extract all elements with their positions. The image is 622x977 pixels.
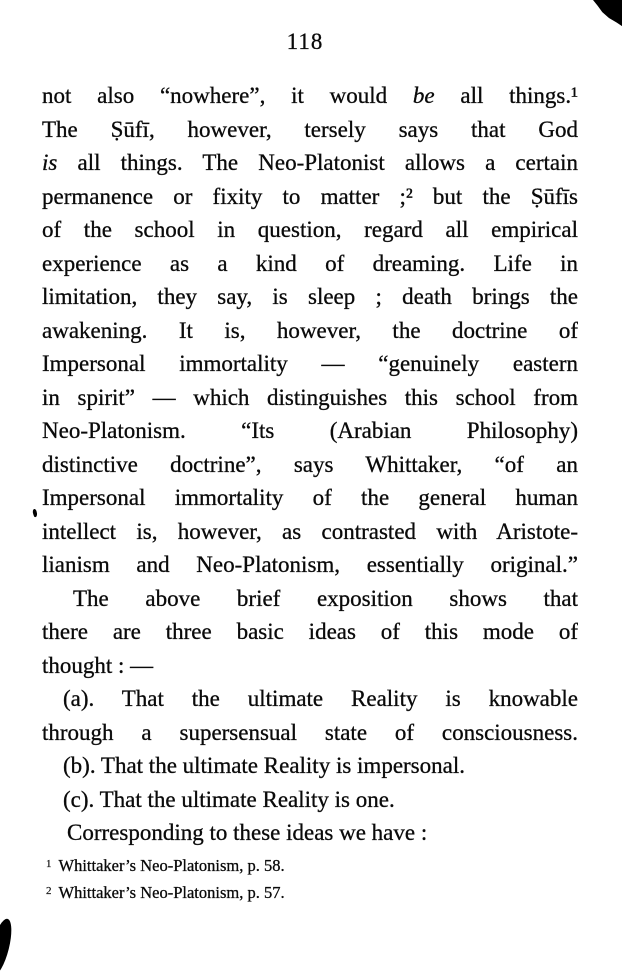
- footnote-marker: 2: [46, 885, 52, 897]
- footnote: $^2$ Whittaker’s Neo-Platonism, p. 57.: [46, 883, 285, 902]
- text-line: The above brief exposition shows that: [73, 585, 578, 611]
- text-line: Impersonal immortality — “genuinely eastern: [42, 351, 578, 376]
- body-text: [42, 79, 578, 850]
- scan-artifact-ink-blob: [0, 917, 16, 977]
- text-line: of the school in question, regard all empirical: [42, 217, 578, 242]
- text-line: in spirit” — which distinguishes this school from: [42, 384, 578, 410]
- text-line: not also “nowhere”, it would be all things.¹: [42, 83, 578, 108]
- scan-artifact-stray-mark: [32, 509, 38, 518]
- footnote-marker: 1: [46, 858, 52, 870]
- text-line: lianism and Neo-Platonism, essentially original.”: [42, 552, 578, 577]
- text-line: Neo-Platonism. “Its (Arabian Philosophy): [42, 418, 578, 443]
- text-line: (a). That the ultimate Reality is knowable: [63, 686, 578, 711]
- text-line: intellect is, however, as contrasted with Aristote-: [42, 518, 578, 544]
- text-line: The Ṣūfī, however, tersely says that God: [42, 116, 578, 142]
- text-line: (b). That the ultimate Reality is impersonal.: [63, 753, 465, 778]
- text-line: is all things. The Neo-Platonist allows a certain: [42, 150, 578, 175]
- page-number: 118: [286, 29, 324, 54]
- text-line: Corresponding to these ideas we have :: [67, 820, 428, 845]
- footnote: $^1$ Whittaker’s Neo-Platonism, p. 58.: [46, 856, 285, 875]
- text-line: (c). That the ultimate Reality is one.: [63, 786, 395, 812]
- text-line: limitation, they say, is sleep ; death brings the: [42, 284, 578, 309]
- text-line: Impersonal immortality of the general human: [42, 485, 578, 510]
- footnotes: [46, 851, 578, 905]
- text-line: experience as a kind of dreaming. Life in: [42, 250, 578, 276]
- text-line: thought : —: [42, 652, 154, 678]
- text-line: through a supersensual state of consciousness.: [42, 719, 578, 745]
- text-line: permanence or fixity to matter ;² but the Ṣūfīs: [42, 183, 578, 209]
- text-line: awakening. It is, however, the doctrine of: [42, 317, 578, 343]
- text-line: distinctive doctrine”, says Whittaker, “of an: [42, 451, 578, 477]
- text-line: there are three basic ideas of this mode of: [42, 619, 578, 644]
- scan-artifact-corner-fold: [593, 0, 622, 29]
